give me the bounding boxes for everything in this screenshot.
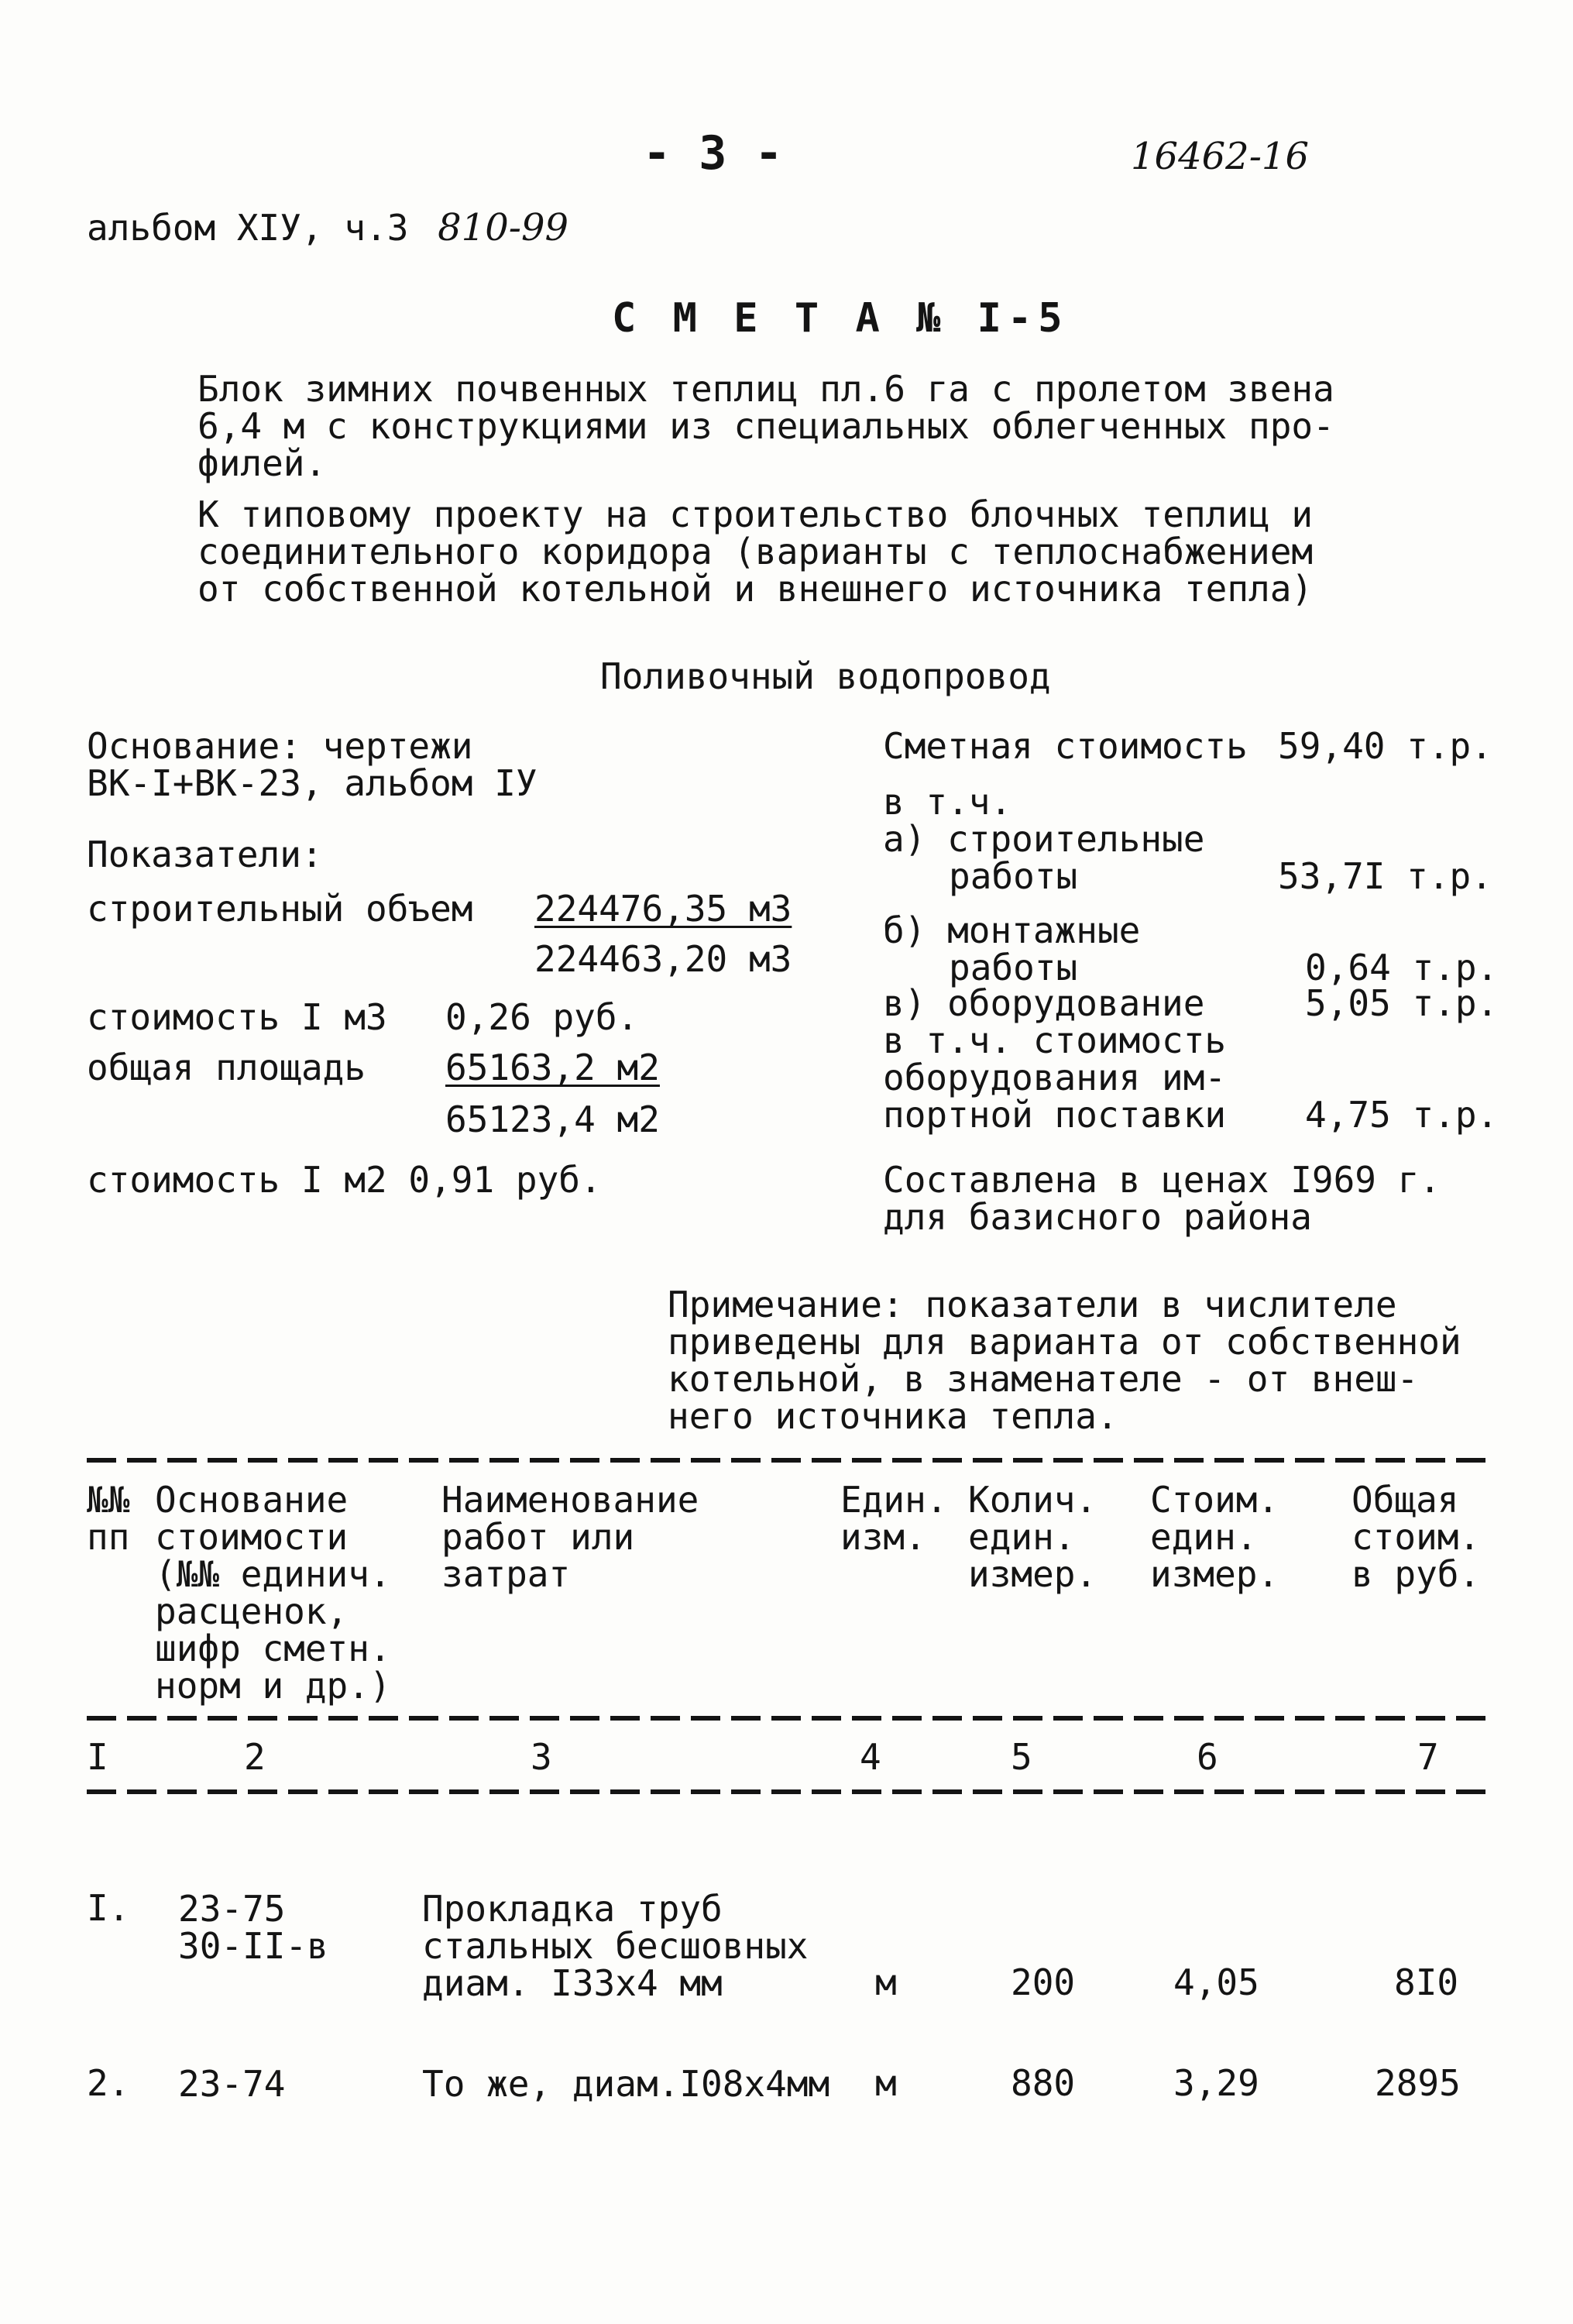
- note: [668, 1286, 1461, 1435]
- note-line: приведены для варианта от собственной: [668, 1321, 1461, 1363]
- construction-works-value: 53,7I т.р.: [1278, 855, 1492, 897]
- header-cell-unit-cost: Стоим. един. измер.: [1150, 1479, 1279, 1595]
- description-line: от собственной котельной и внешнего источника тепла): [197, 568, 1314, 610]
- area-numerator: 65163,2 м2: [445, 1047, 660, 1088]
- description-line: К типовому проекту на строительство блочных теплиц и: [197, 493, 1314, 535]
- area-label: общая площадь: [87, 1047, 366, 1088]
- table-header-rule: [87, 1716, 1489, 1721]
- note-line: него источника тепла.: [668, 1395, 1118, 1437]
- header-cell-total: Общая стоим. в руб.: [1351, 1479, 1481, 1595]
- volume-label: строительный объем: [87, 888, 473, 930]
- import-equipment-value: 4,75 т.р.: [1305, 1094, 1499, 1136]
- description-line: соединительного коридора (варианты с теплоснабжением: [197, 531, 1314, 572]
- including-label: в т.ч.: [883, 781, 1012, 823]
- album-reference-handwritten: 810-99: [438, 206, 569, 249]
- column-number: 6: [1197, 1736, 1218, 1778]
- installation-works-label: б) монтажные: [883, 909, 1141, 951]
- installation-works-label: работы: [949, 947, 1078, 988]
- table-top-rule: [87, 1458, 1489, 1463]
- row-basis: 23-74: [178, 2063, 286, 2105]
- installation-works-value: 0,64 т.р.: [1305, 947, 1499, 988]
- price-basis: для базисного района: [883, 1196, 1312, 1238]
- row-name: То же, диам.I08х4мм: [422, 2063, 830, 2105]
- page-number: - 3 -: [643, 126, 783, 180]
- description-line: филей.: [197, 442, 327, 484]
- note-line: Примечание: показатели в числителе: [668, 1284, 1397, 1325]
- note-line: котельной, в знаменателе - от внеш-: [668, 1358, 1419, 1400]
- row-total: 8I0: [1394, 1961, 1459, 2003]
- header-cell-basis: Основание стоимости (№№ единич. расценок, шифр сметн. норм и др.): [155, 1479, 391, 1707]
- volume-numerator: 224476,35 м3: [534, 888, 792, 930]
- row-quantity: 200: [1011, 1961, 1076, 2003]
- description: [197, 368, 1334, 610]
- equipment-label: в) оборудование: [883, 982, 1205, 1024]
- description-line: 6,4 м с конструкциями из специальных облегченных про-: [197, 405, 1334, 447]
- column-number: I: [87, 1736, 108, 1778]
- cost-m3-value: 0,26 руб.: [445, 996, 639, 1038]
- indicators-label: Показатели:: [87, 834, 323, 875]
- column-number: 2: [244, 1736, 266, 1778]
- header-cell-quantity: Колич. един. измер.: [968, 1479, 1097, 1595]
- column-number: 3: [531, 1736, 552, 1778]
- estimate-title: С М Е Т А № I-5: [612, 295, 1069, 342]
- row-number: 2.: [87, 2062, 130, 2104]
- equipment-detail: в т.ч. стоимость: [883, 1019, 1227, 1061]
- basis-line: ВК-I+ВК-23, альбом IУ: [87, 762, 537, 804]
- row-unit: м: [875, 1961, 897, 2003]
- area-denominator: 65123,4 м2: [445, 1098, 660, 1140]
- basis-line: Основание: чертежи: [87, 725, 473, 767]
- construction-works-label: а) строительные: [883, 818, 1205, 860]
- column-number: 5: [1011, 1736, 1032, 1778]
- equipment-detail: оборудования им-: [883, 1057, 1227, 1098]
- row-unit-cost: 3,29: [1173, 2062, 1259, 2104]
- document-code: 16462-16: [1131, 135, 1309, 178]
- header-cell-no: №№ пп: [87, 1479, 130, 1558]
- row-unit: м: [875, 2062, 897, 2104]
- row-unit-cost: 4,05: [1173, 1961, 1259, 2003]
- row-total: 2895: [1375, 2062, 1461, 2104]
- construction-works-label: работы: [949, 855, 1078, 897]
- table-numbers-rule: [87, 1789, 1489, 1794]
- album-reference: [87, 206, 569, 249]
- row-name: Прокладка труб стальных бесшовных диам. I33х4 мм: [422, 1888, 809, 2004]
- description-line: Блок зимних почвенных теплиц пл.6 га с пролетом звена: [197, 368, 1334, 410]
- section-title: Поливочный водопровод: [600, 655, 1051, 697]
- equipment-detail: портной поставки: [883, 1094, 1227, 1136]
- estimated-cost-value: 59,40 т.р.: [1278, 725, 1492, 767]
- equipment-value: 5,05 т.р.: [1305, 982, 1499, 1024]
- header-cell-unit: Един. изм.: [840, 1479, 948, 1558]
- row-number: I.: [87, 1887, 130, 1929]
- row-quantity: 880: [1011, 2062, 1076, 2104]
- album-reference-text: альбом XIУ, ч.3: [87, 207, 409, 249]
- volume-denominator: 224463,20 м3: [534, 938, 792, 980]
- row-basis: 23-75 30-II-в: [178, 1888, 328, 1967]
- header-cell-name: Наименование работ или затрат: [441, 1479, 699, 1595]
- cost-m2: стоимость I м2 0,91 руб.: [87, 1159, 602, 1201]
- column-number: 7: [1417, 1736, 1439, 1778]
- price-basis: Составлена в ценах I969 г.: [883, 1159, 1441, 1201]
- estimated-cost-label: Сметная стоимость: [883, 725, 1248, 767]
- cost-m3-label: стоимость I м3: [87, 996, 387, 1038]
- column-number: 4: [860, 1736, 881, 1778]
